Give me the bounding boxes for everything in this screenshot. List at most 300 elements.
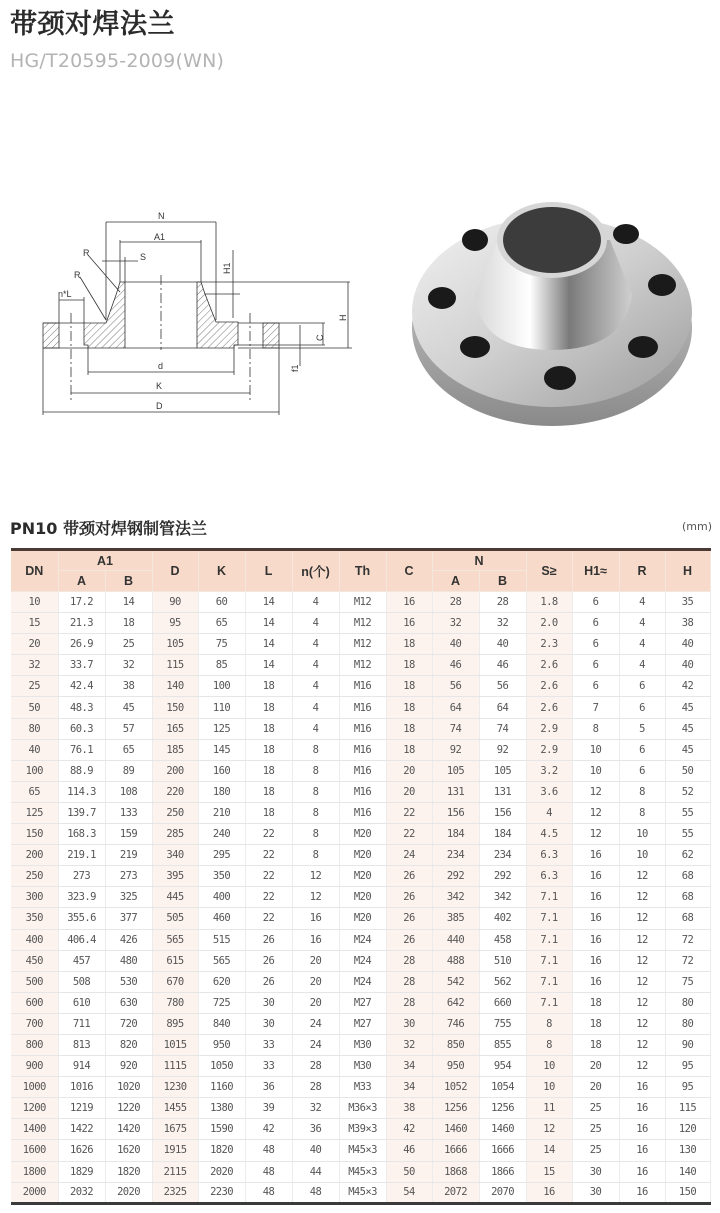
cell-d: 220 [152,781,198,802]
cell-c: 34 [386,1077,432,1098]
cell-k: 100 [198,676,245,697]
cell-n-b: 1054 [479,1077,526,1098]
cell-n-a: 234 [432,845,479,866]
cell-n-count: 4 [292,592,339,613]
cell-th: M30 [339,1056,386,1077]
col-header-d: D [152,550,198,592]
cell-h: 68 [665,908,710,929]
cell-s: 2.6 [526,655,572,676]
svg-text:C: C [315,334,325,341]
cell-l: 14 [245,655,292,676]
svg-text:R: R [83,248,90,258]
cell-n-count: 4 [292,634,339,655]
cell-n-b: 342 [479,887,526,908]
cell-dn: 1800 [11,1161,58,1182]
cell-dn: 1400 [11,1119,58,1140]
cell-d: 115 [152,655,198,676]
cell-r: 16 [619,1077,665,1098]
cell-dn: 600 [11,992,58,1013]
cell-a1-b: 1620 [105,1140,152,1161]
cell-s: 1.8 [526,592,572,613]
cell-th: M27 [339,992,386,1013]
standard-code: HG/T20595-2009(WN) [10,50,225,72]
cell-s: 2.3 [526,634,572,655]
cell-n-a: 64 [432,697,479,718]
section-title: PN10 带颈对焊钢制管法兰 [10,519,207,538]
cell-n-count: 48 [292,1182,339,1203]
cell-th: M24 [339,950,386,971]
cell-h: 80 [665,992,710,1013]
cell-n-b: 402 [479,908,526,929]
cell-k: 145 [198,739,245,760]
cell-n-b: 755 [479,1013,526,1034]
cell-r: 10 [619,824,665,845]
col-header-s: S≥ [526,550,572,592]
cell-l: 48 [245,1140,292,1161]
cell-l: 18 [245,676,292,697]
svg-text:R: R [74,270,81,280]
cell-dn: 65 [11,781,58,802]
cell-h: 40 [665,634,710,655]
cell-h1: 30 [572,1161,619,1182]
cell-th: M12 [339,613,386,634]
cell-d: 140 [152,676,198,697]
cell-s: 2.6 [526,697,572,718]
cell-k: 180 [198,781,245,802]
cell-c: 42 [386,1119,432,1140]
cell-th: M16 [339,676,386,697]
table-row [11,1077,710,1098]
cell-l: 22 [245,845,292,866]
cell-h: 68 [665,887,710,908]
cell-c: 18 [386,655,432,676]
table-row [11,760,710,781]
col-header-l: L [245,550,292,592]
cell-n-b: 32 [479,613,526,634]
col-header-th: Th [339,550,386,592]
cell-dn: 450 [11,950,58,971]
cell-k: 350 [198,866,245,887]
cell-a1-b: 820 [105,1034,152,1055]
cell-a1-b: 630 [105,992,152,1013]
cell-a1-b: 530 [105,971,152,992]
cell-h: 45 [665,697,710,718]
cell-dn: 300 [11,887,58,908]
table-row [11,781,710,802]
cell-k: 240 [198,824,245,845]
table-row [11,1119,710,1140]
cell-k: 65 [198,613,245,634]
cell-dn: 350 [11,908,58,929]
cell-d: 565 [152,929,198,950]
cell-k: 840 [198,1013,245,1034]
cell-n-count: 36 [292,1119,339,1140]
cell-s: 7.1 [526,992,572,1013]
cell-h1: 6 [572,676,619,697]
svg-text:D: D [156,401,163,411]
flange-spec-table [11,548,711,1205]
cell-h1: 16 [572,971,619,992]
cell-a1-b: 920 [105,1056,152,1077]
cell-l: 33 [245,1034,292,1055]
cell-dn: 500 [11,971,58,992]
cell-s: 10 [526,1077,572,1098]
cell-a1-a: 813 [58,1034,105,1055]
cell-n-b: 40 [479,634,526,655]
cell-k: 950 [198,1034,245,1055]
cell-n-a: 1868 [432,1161,479,1182]
cell-th: M20 [339,866,386,887]
cell-a1-b: 325 [105,887,152,908]
cell-a1-a: 1219 [58,1098,105,1119]
cell-a1-b: 38 [105,676,152,697]
cell-n-count: 24 [292,1013,339,1034]
cell-h1: 6 [572,592,619,613]
cell-n-a: 342 [432,887,479,908]
col-header-a1-b: B [105,571,152,592]
cell-a1-b: 133 [105,802,152,823]
cell-h1: 20 [572,1056,619,1077]
cell-r: 16 [619,1161,665,1182]
cell-n-a: 32 [432,613,479,634]
cell-h1: 6 [572,613,619,634]
cell-c: 24 [386,845,432,866]
cell-h1: 6 [572,655,619,676]
cell-n-count: 4 [292,655,339,676]
cell-l: 33 [245,1056,292,1077]
cell-k: 295 [198,845,245,866]
cell-n-b: 184 [479,824,526,845]
cell-k: 565 [198,950,245,971]
svg-text:H1: H1 [222,262,232,274]
cell-n-b: 234 [479,845,526,866]
svg-text:N: N [158,211,165,221]
cell-a1-a: 610 [58,992,105,1013]
table-row [11,1161,710,1182]
cell-c: 22 [386,802,432,823]
cell-s: 7.1 [526,971,572,992]
col-header-h: H [665,550,710,592]
table-row [11,676,710,697]
cell-c: 20 [386,781,432,802]
cell-n-count: 20 [292,950,339,971]
cell-s: 7.1 [526,950,572,971]
cell-n-count: 4 [292,697,339,718]
cell-dn: 1600 [11,1140,58,1161]
cell-n-a: 1256 [432,1098,479,1119]
table-row [11,971,710,992]
cell-k: 125 [198,718,245,739]
cell-n-b: 562 [479,971,526,992]
cell-k: 75 [198,634,245,655]
table-row [11,1056,710,1077]
cell-d: 1115 [152,1056,198,1077]
cell-n-b: 954 [479,1056,526,1077]
cell-l: 14 [245,634,292,655]
cell-dn: 40 [11,739,58,760]
cell-th: M36×3 [339,1098,386,1119]
table-body [11,592,710,1204]
cell-c: 26 [386,887,432,908]
cell-n-count: 4 [292,613,339,634]
cell-n-a: 440 [432,929,479,950]
cell-k: 1590 [198,1119,245,1140]
cell-a1-b: 2020 [105,1182,152,1203]
cell-l: 48 [245,1182,292,1203]
cell-dn: 15 [11,613,58,634]
col-header-a1-a: A [58,571,105,592]
cell-d: 780 [152,992,198,1013]
cell-a1-b: 377 [105,908,152,929]
cell-a1-b: 480 [105,950,152,971]
cell-l: 22 [245,824,292,845]
cell-h: 55 [665,802,710,823]
cell-l: 26 [245,950,292,971]
cell-n-b: 56 [479,676,526,697]
cell-th: M20 [339,824,386,845]
col-header-k: K [198,550,245,592]
cell-d: 1675 [152,1119,198,1140]
cell-a1-a: 168.3 [58,824,105,845]
cell-h1: 25 [572,1119,619,1140]
cell-a1-a: 914 [58,1056,105,1077]
cell-a1-a: 1829 [58,1161,105,1182]
cell-n-count: 4 [292,718,339,739]
cell-a1-b: 219 [105,845,152,866]
cell-h: 130 [665,1140,710,1161]
cell-r: 16 [619,1182,665,1203]
cell-n-b: 2070 [479,1182,526,1203]
svg-text:A1: A1 [154,232,166,242]
cell-n-b: 510 [479,950,526,971]
cell-r: 8 [619,802,665,823]
cell-n-b: 74 [479,718,526,739]
cell-dn: 150 [11,824,58,845]
table-row [11,929,710,950]
cell-th: M12 [339,655,386,676]
cell-h1: 8 [572,718,619,739]
cell-a1-b: 1220 [105,1098,152,1119]
cell-th: M12 [339,634,386,655]
cell-d: 165 [152,718,198,739]
table-row [11,887,710,908]
cell-c: 18 [386,718,432,739]
cell-th: M45×3 [339,1182,386,1203]
cell-s: 2.9 [526,739,572,760]
cell-r: 16 [619,1140,665,1161]
cell-a1-b: 273 [105,866,152,887]
cell-a1-a: 1016 [58,1077,105,1098]
cell-s: 16 [526,1182,572,1203]
cell-c: 54 [386,1182,432,1203]
cell-a1-a: 76.1 [58,739,105,760]
cell-a1-a: 114.3 [58,781,105,802]
cell-h: 80 [665,1013,710,1034]
cell-th: M45×3 [339,1140,386,1161]
cell-th: M20 [339,908,386,929]
cell-k: 2020 [198,1161,245,1182]
cell-n-a: 642 [432,992,479,1013]
cell-a1-b: 18 [105,613,152,634]
cell-th: M20 [339,845,386,866]
flange-cross-section-drawing [30,200,370,420]
cell-h1: 6 [572,634,619,655]
cell-th: M27 [339,1013,386,1034]
cell-s: 3.2 [526,760,572,781]
cell-k: 210 [198,802,245,823]
cell-h: 75 [665,971,710,992]
cell-n-count: 4 [292,676,339,697]
cell-th: M24 [339,929,386,950]
cell-a1-a: 2032 [58,1182,105,1203]
col-header-a1: A1 [58,550,152,571]
cell-n-b: 28 [479,592,526,613]
col-header-r: R [619,550,665,592]
cell-a1-b: 57 [105,718,152,739]
cell-k: 460 [198,908,245,929]
cell-a1-b: 14 [105,592,152,613]
cell-c: 38 [386,1098,432,1119]
cell-th: M16 [339,697,386,718]
table-row [11,655,710,676]
cell-r: 12 [619,929,665,950]
cell-h1: 16 [572,929,619,950]
cell-dn: 125 [11,802,58,823]
cell-n-a: 40 [432,634,479,655]
cell-s: 11 [526,1098,572,1119]
cell-n-count: 24 [292,1034,339,1055]
cell-n-a: 184 [432,824,479,845]
cell-n-a: 1666 [432,1140,479,1161]
col-header-c: C [386,550,432,592]
cell-dn: 32 [11,655,58,676]
cell-a1-b: 45 [105,697,152,718]
cell-h1: 25 [572,1098,619,1119]
cell-h1: 25 [572,1140,619,1161]
cell-h: 45 [665,739,710,760]
cell-c: 32 [386,1034,432,1055]
cell-d: 1455 [152,1098,198,1119]
col-header-n: N [432,550,526,571]
col-header-h1: H1≈ [572,550,619,592]
cell-a1-a: 406.4 [58,929,105,950]
cell-th: M16 [339,760,386,781]
cell-n-a: 850 [432,1034,479,1055]
cell-r: 12 [619,866,665,887]
cell-n-count: 8 [292,739,339,760]
cell-th: M24 [339,971,386,992]
cell-l: 36 [245,1077,292,1098]
table-row [11,1034,710,1055]
col-header-n-b: B [479,571,526,592]
cell-l: 26 [245,929,292,950]
cell-n-b: 1460 [479,1119,526,1140]
cell-n-a: 950 [432,1056,479,1077]
cell-c: 34 [386,1056,432,1077]
cell-a1-b: 720 [105,1013,152,1034]
cell-n-b: 156 [479,802,526,823]
cell-a1-a: 273 [58,866,105,887]
cell-h: 72 [665,929,710,950]
cell-h: 95 [665,1056,710,1077]
cell-a1-a: 88.9 [58,760,105,781]
cell-dn: 250 [11,866,58,887]
cell-h: 45 [665,718,710,739]
cell-h1: 16 [572,950,619,971]
cell-th: M39×3 [339,1119,386,1140]
cell-k: 1050 [198,1056,245,1077]
cell-h: 50 [665,760,710,781]
cell-r: 4 [619,655,665,676]
cell-n-a: 488 [432,950,479,971]
cell-r: 10 [619,845,665,866]
cell-l: 30 [245,1013,292,1034]
cell-d: 95 [152,613,198,634]
cell-a1-a: 711 [58,1013,105,1034]
table-row [11,613,710,634]
cell-h: 62 [665,845,710,866]
cell-h: 150 [665,1182,710,1203]
cell-k: 620 [198,971,245,992]
cell-n-a: 746 [432,1013,479,1034]
svg-text:d: d [158,361,164,371]
table-row [11,1013,710,1034]
cell-r: 6 [619,676,665,697]
cell-c: 18 [386,697,432,718]
cell-n-a: 105 [432,760,479,781]
cell-s: 8 [526,1013,572,1034]
cell-r: 12 [619,887,665,908]
cell-a1-b: 159 [105,824,152,845]
cell-n-count: 20 [292,971,339,992]
cell-n-count: 8 [292,845,339,866]
table-row [11,908,710,929]
cell-dn: 1000 [11,1077,58,1098]
table-row [11,592,710,613]
cell-n-b: 92 [479,739,526,760]
svg-text:n*L: n*L [58,289,72,299]
cell-a1-a: 355.6 [58,908,105,929]
cell-d: 250 [152,802,198,823]
cell-l: 14 [245,613,292,634]
cell-s: 12 [526,1119,572,1140]
cell-n-a: 1460 [432,1119,479,1140]
cell-l: 18 [245,802,292,823]
cell-n-b: 458 [479,929,526,950]
cell-dn: 900 [11,1056,58,1077]
cell-r: 12 [619,908,665,929]
cell-a1-b: 32 [105,655,152,676]
cell-d: 1015 [152,1034,198,1055]
cell-d: 895 [152,1013,198,1034]
cell-d: 185 [152,739,198,760]
cell-c: 28 [386,992,432,1013]
cell-r: 4 [619,634,665,655]
cell-n-count: 16 [292,908,339,929]
cell-h: 40 [665,655,710,676]
cell-h1: 12 [572,824,619,845]
cell-a1-b: 1020 [105,1077,152,1098]
cell-n-a: 2072 [432,1182,479,1203]
cell-h1: 10 [572,760,619,781]
cell-a1-a: 60.3 [58,718,105,739]
cell-th: M16 [339,739,386,760]
cell-l: 18 [245,781,292,802]
cell-h: 120 [665,1119,710,1140]
cell-c: 46 [386,1140,432,1161]
cell-s: 4 [526,802,572,823]
cell-n-count: 20 [292,992,339,1013]
